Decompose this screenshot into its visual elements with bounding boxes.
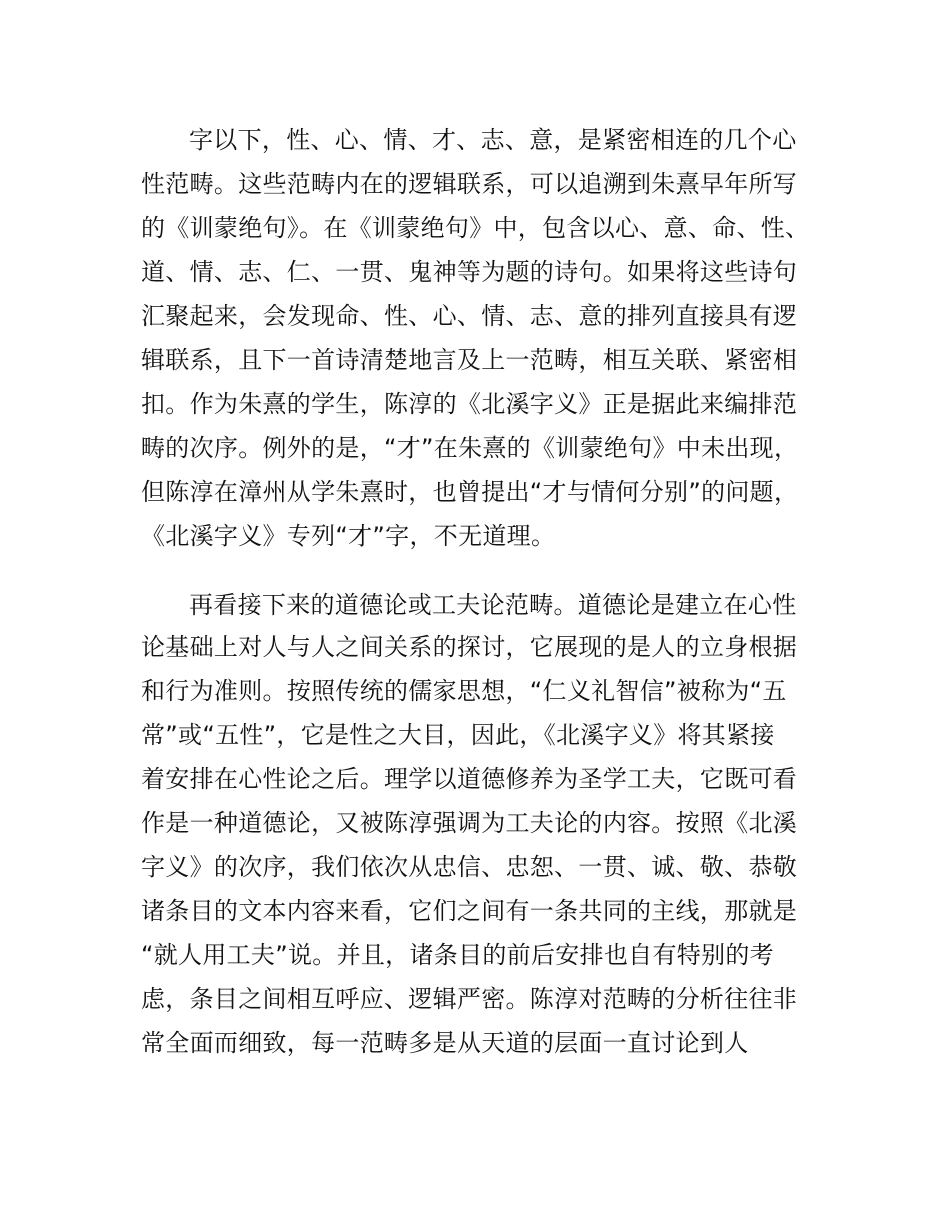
paragraph-line: 字以下，性、心、情、才、志、意，是紧密相连的几个心 [189,126,797,154]
paragraph-line: 诸条目的文本内容来看，它们之间有一条共同的主线，那就是 [141,897,798,925]
paragraph-line: 作是一种道德论，又被陈淳强调为工夫论的内容。按照《北溪 [141,809,798,837]
paragraph-line: 道、情、志、仁、一贯、鬼神等为题的诗句。如果将这些诗句 [141,258,798,286]
paragraph-line: 再看接下来的道德论或工夫论范畴。道德论是建立在心性 [189,591,797,619]
paragraph-line: 《北溪字义》专列“才”字，不无道理。 [141,522,556,550]
paragraph-line: 论基础上对人与人之间关系的探讨，它展现的是人的立身根据 [141,633,798,661]
paragraph-line: 性范畴。这些范畴内在的逻辑联系，可以追溯到朱熹早年所写 [141,170,798,198]
paragraph-line: 常全面而细致，每一范畴多是从天道的层面一直讨论到人 [141,1029,749,1057]
paragraph-line: 虑，条目之间相互呼应、逻辑严密。陈淳对范畴的分析往往非 [141,985,798,1013]
paragraph-line: 辑联系，且下一首诗清楚地言及上一范畴，相互关联、紧密相 [141,346,798,374]
paragraph-line: 汇聚起来，会发现命、性、心、情、志、意的排列直接具有逻 [141,302,798,330]
paragraph-line: 常”或“五性”，它是性之大目，因此，《北溪字义》将其紧接 [141,721,775,749]
paragraph-line: “就人用工夫”说。并且，诸条目的前后安排也自有特别的考 [141,941,774,969]
paragraph-line: 字义》的次序，我们依次从忠信、忠恕、一贯、诚、敬、恭敬 [141,853,798,881]
paragraph-line: 的《训蒙绝句》。在《训蒙绝句》中，包含以心、意、命、性、 [141,214,810,242]
paragraph-line: 但陈淳在漳州从学朱熹时，也曾提出“才与情何分别”的问题， [141,478,799,506]
paragraph-line: 畴的次序。例外的是，“才”在朱熹的《训蒙绝句》中未出现， [141,434,799,462]
paragraph-line: 扣。作为朱熹的学生，陈淳的《北溪字义》正是据此来编排范 [141,390,798,418]
paragraph-line: 着安排在心性论之后。理学以道德修养为圣学工夫，它既可看 [141,765,798,793]
paragraph-line: 和行为准则。按照传统的儒家思想，“仁义礼智信”被称为“五 [141,677,787,705]
